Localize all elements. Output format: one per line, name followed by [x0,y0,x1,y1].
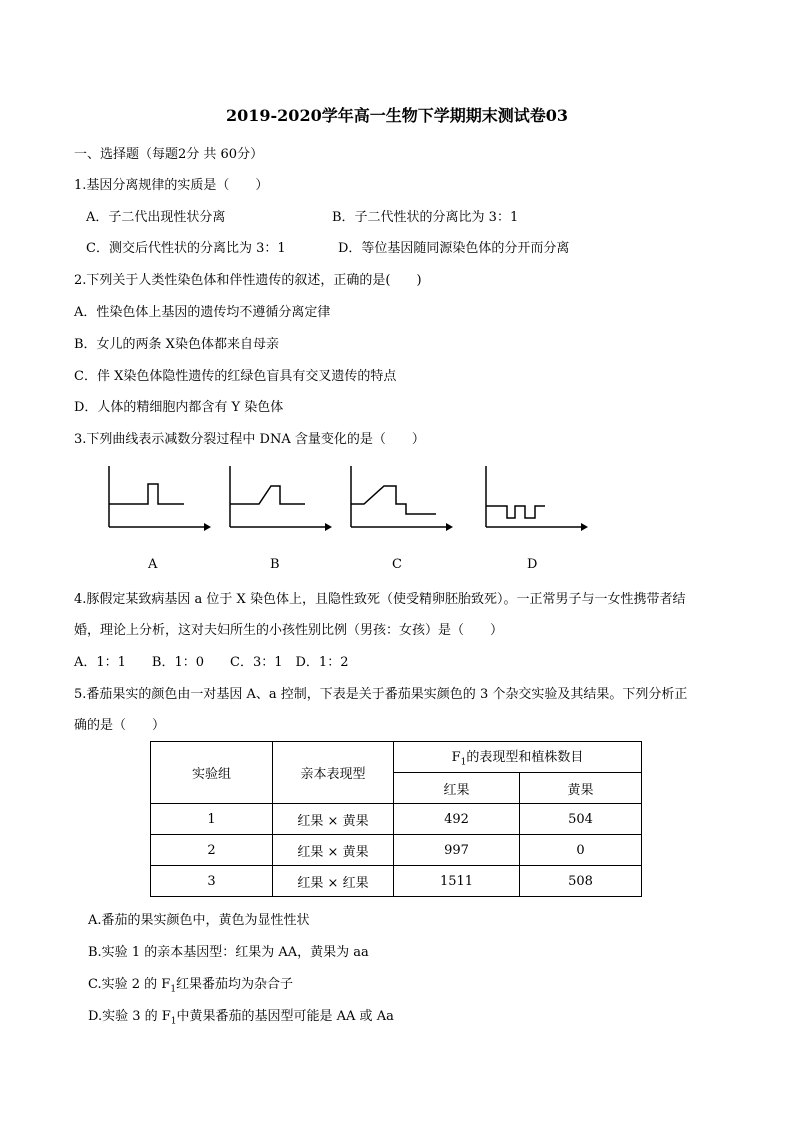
header-f1: $F_1$的表现型和植株数目 [394,742,642,773]
q3-stem: 3.下列曲线表示减数分裂过程中 DNA 含量变化的是（ ） [74,432,425,447]
q5-stem-line1: 5.番茄果实的颜色由一对基因 A、a 控制，下表是关于番茄果实颜色的 3 个杂交实验及其结果。下列分析正 [74,687,688,702]
q4-stem-line1: 4.豚假定某致病基因 a 位于 X 染色体上，且隐性致死（使受精卵胚胎致死）。一正常男子与一女性携带者结 [74,592,686,607]
q2-stem: 2.下列关于人类性染色体和伴性遗传的叙述，正确的是( ) [74,273,422,288]
graph-d [483,462,589,532]
q5-stem-line2: 确的是（ ） [74,718,166,733]
results-table [150,741,642,897]
table-row: 2 红果 × 黄果 997 0 [151,835,642,866]
graph-label-c: C [392,557,402,572]
q5-option-b: B.实验 1 的亲本基因型：红果为 AA，黄果为 aa [88,945,369,960]
table-row: 1 红果 × 黄果 492 504 [151,804,642,835]
graph-label-b: B [270,557,280,572]
q2-option-b: B．女儿的两条 X染色体都来自母亲 [74,337,279,352]
q2-option-c: C．伴 X染色体隐性遗传的红绿色盲具有交叉遗传的特点 [74,369,397,384]
header-parent: 亲本表现型 [273,742,394,804]
q4-options: A．1：1 B．1：0 C．3：1 D．1：2 [74,655,349,670]
header-yellow: 黄果 [520,773,642,804]
q5-option-d: D.实验 3 的 $F_1$中黄果番茄的基因型可能是 AA 或 Aa [88,1009,394,1027]
graph-label-a: A [148,557,158,572]
q2-option-d: D．人体的精细胞内都含有 Y 染色体 [74,400,284,415]
page-title: 2019-2020学年高一生物下学期期末测试卷03 [226,106,568,125]
graph-label-d: D [527,557,538,572]
q1-option-c: C．测交后代性状的分离比为 3：1 [86,241,286,256]
q4-stem-line2: 婚，理论上分析，这对夫妇所生的小孩性别比例（男孩：女孩）是（ ） [74,623,504,638]
q1-stem: 1.基因分离规律的实质是（ ） [74,178,269,193]
section-heading: 一、选择题（每题2分 共 60分） [74,147,264,162]
q1-option-d: D．等位基因随同源染色体的分开而分离 [338,241,570,256]
header-group: 实验组 [151,742,273,804]
graph-c [348,462,454,532]
graph-a [106,462,212,532]
graph-b [227,462,333,532]
q1-option-b: B．子二代性状的分离比为 3：1 [332,210,519,225]
q2-option-a: A．性染色体上基因的遗传均不遵循分离定律 [74,305,331,320]
q5-option-c: C.实验 2 的 $F_1$红果番茄均为杂合子 [88,977,294,995]
table-row: 3 红果 × 红果 1511 508 [151,866,642,897]
q1-option-a: A．子二代出现性状分离 [86,210,226,225]
q5-option-a: A.番茄的果实颜色中，黄色为显性性状 [88,913,310,928]
header-red: 红果 [394,773,520,804]
